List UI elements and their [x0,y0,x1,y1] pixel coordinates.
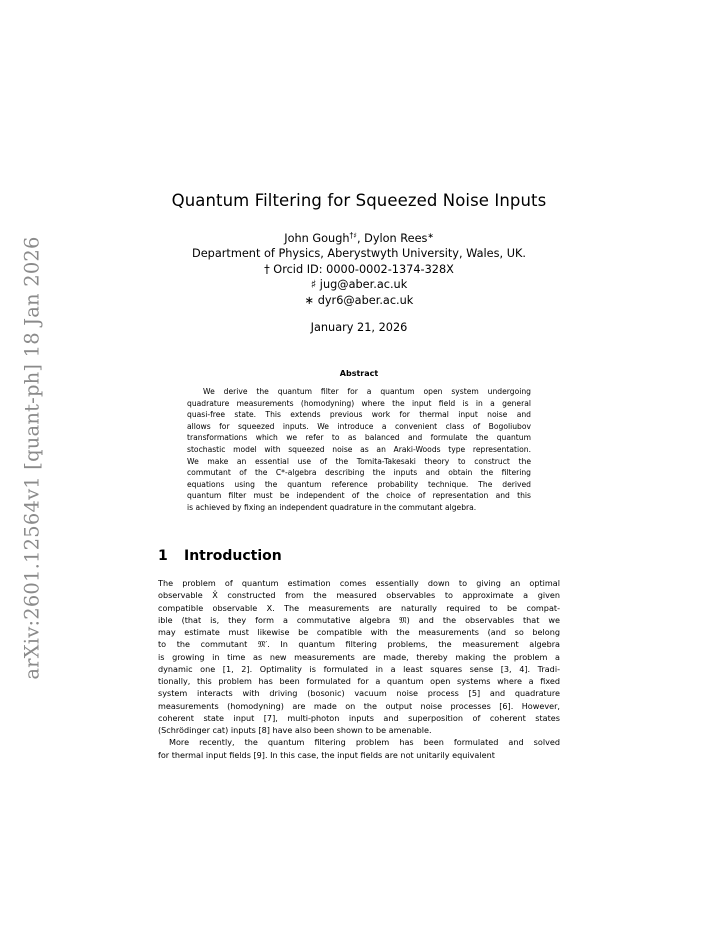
abstract-line: quadrature measurements (homodyning) where the input field is in a general [187,398,531,408]
abstract-line: We derive the quantum filter for a quantum open system undergoing [203,387,531,396]
arxiv-identifier-stamp [14,236,50,680]
abstract-line: commutant of the C*-algebra describing the inputs and obtain the filtering [187,468,531,478]
body-line: is growing in time as new measurements are made, thereby making the problem a [158,651,560,662]
section-number: 1 [158,548,168,564]
author-block [158,231,560,308]
paper-title: Quantum Filtering for Squeezed Noise Inputs [171,191,547,210]
body-line: observable X̂ constructed from the measured observables to approximate a given [158,590,560,601]
body-line: The problem of quantum estimation comes essentially down to giving an optimal [158,578,560,588]
body-line: More recently, the quantum filtering problem has been formulated and solved [169,737,560,748]
body-line: may estimate must likewise be compatible with the measurements (and so belong [158,627,560,637]
body-line: compatible observable X. The measurements are naturally required to be compat- [158,602,560,613]
abstract-line: transformations which we refer to as balanced and formulate the quantum [187,433,531,443]
body-line: coherent state input [7], multi-photon inputs and superposition of coherent states [158,712,560,723]
abstract-line: quasi-free state. This extends previous work for thermal input noise and [187,410,531,420]
abstract-line: allows for squeezed inputs. We introduce a convenient class of Bogoliubov [187,421,531,431]
body-line: to the commutant 𝔐′. In quantum filtering problems, the measurement algebra [158,639,560,650]
author-names [158,231,560,246]
section-title: Introduction [184,548,282,564]
abstract-line: quantum filter must be independent of the choice of representation and this [187,491,531,501]
orcid: † Orcid ID: 0000-0002-1374-328X [264,262,454,276]
paper-date: January 21, 2026 [310,321,408,334]
author-separator: , [356,232,365,245]
arxiv-stamp-text: arXiv:2601.12564v1 [quant-ph] 18 Jan 2026 [20,236,44,680]
abstract-heading: Abstract [339,369,379,378]
body-line: for thermal input fields [9]. In this case, the input fields are not unitarily equivalent [158,749,495,760]
author-2: Dylon Rees [364,232,428,245]
body-line: (Schrödinger cat) inputs [8] have also been shown to be amenable. [158,725,432,735]
author-2-marks: ∗ [427,231,434,240]
body-line: system interacts with driving (bosonic) vacuum noise process [5] and quadrature [158,688,560,699]
body-line: tionally, this problem has been formulated for a quantum open systems where a fixed [158,676,560,686]
email-2: ∗ dyr6@aber.ac.uk [304,293,414,307]
section-heading [158,548,282,564]
abstract-line: stochastic model with squeezed noise as an Araki-Woods type representation. [187,444,531,454]
abstract-line: is achieved by fixing an independent quadrature in the commutant algebra. [187,502,477,512]
abstract-line: We make an essential use of the Tomita-Takesaki theory to construct the [187,456,531,466]
body-line: measurements (homodyning) are made on the output noise processes [6]. However, [158,700,560,711]
body-line: dynamic one [1, 2]. Optimality is formulated in a least squares sense [3, 4]. Tradi- [158,663,560,674]
affiliation: Department of Physics, Aberystwyth University, Wales, UK. [192,247,526,261]
abstract-line: equations using the quantum reference probability technique. The derived [187,479,531,489]
abstract-body [187,386,531,514]
body-line: ible (that is, they form a commutative algebra 𝔐) and the observables that we [158,614,560,625]
author-1-marks: †♯ [349,231,357,240]
author-1: John Gough [284,232,350,245]
introduction-body [158,577,560,761]
email-1: ♯ jug@aber.ac.uk [310,278,408,292]
